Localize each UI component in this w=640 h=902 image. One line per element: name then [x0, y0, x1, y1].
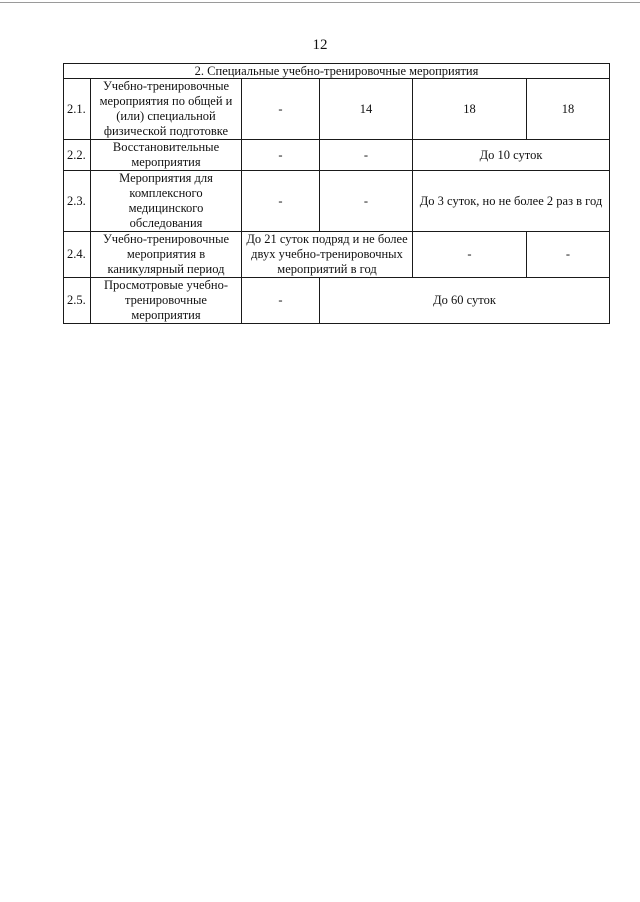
row-number: 2.5. — [64, 278, 91, 324]
event-name: Учебно-тренировочные мероприятия по общей и (или) специальной физической подготовке — [91, 79, 242, 140]
table-cell: 14 — [320, 79, 413, 140]
table-cell: - — [527, 232, 610, 278]
table-cell-merged: До 21 суток подряд и не более двух учебно-тренировочных мероприятий в год — [242, 232, 413, 278]
page-number: 12 — [312, 37, 328, 53]
table-cell: - — [320, 171, 413, 232]
table-cell: - — [413, 232, 527, 278]
row-number: 2.2. — [64, 140, 91, 171]
table-row — [64, 278, 610, 324]
table-cell: - — [242, 79, 320, 140]
training-schedule-table — [63, 63, 610, 324]
section-header-row — [64, 64, 610, 79]
row-number: 2.4. — [64, 232, 91, 278]
table-row — [64, 171, 610, 232]
table-cell-merged: До 10 суток — [413, 140, 610, 171]
section-title: 2. Специальные учебно-тренировочные мероприятия — [64, 64, 610, 79]
table-cell: - — [242, 278, 320, 324]
table-cell-merged: До 60 суток — [320, 278, 610, 324]
table-cell: - — [320, 140, 413, 171]
table-cell: 18 — [527, 79, 610, 140]
row-number: 2.1. — [64, 79, 91, 140]
table-row — [64, 140, 610, 171]
row-number: 2.3. — [64, 171, 91, 232]
event-name: Учебно-тренировочные мероприятия в каникулярный период — [91, 232, 242, 278]
table-cell-merged: До 3 суток, но не более 2 раз в год — [413, 171, 610, 232]
table-cell: - — [242, 140, 320, 171]
table-row — [64, 232, 610, 278]
event-name: Мероприятия для комплексного медицинского обследования — [91, 171, 242, 232]
table-cell: - — [242, 171, 320, 232]
table-row — [64, 79, 610, 140]
table-cell: 18 — [413, 79, 527, 140]
scan-top-edge — [0, 2, 640, 3]
event-name: Просмотровые учебно-тренировочные мероприятия — [91, 278, 242, 324]
event-name: Восстановительные мероприятия — [91, 140, 242, 171]
